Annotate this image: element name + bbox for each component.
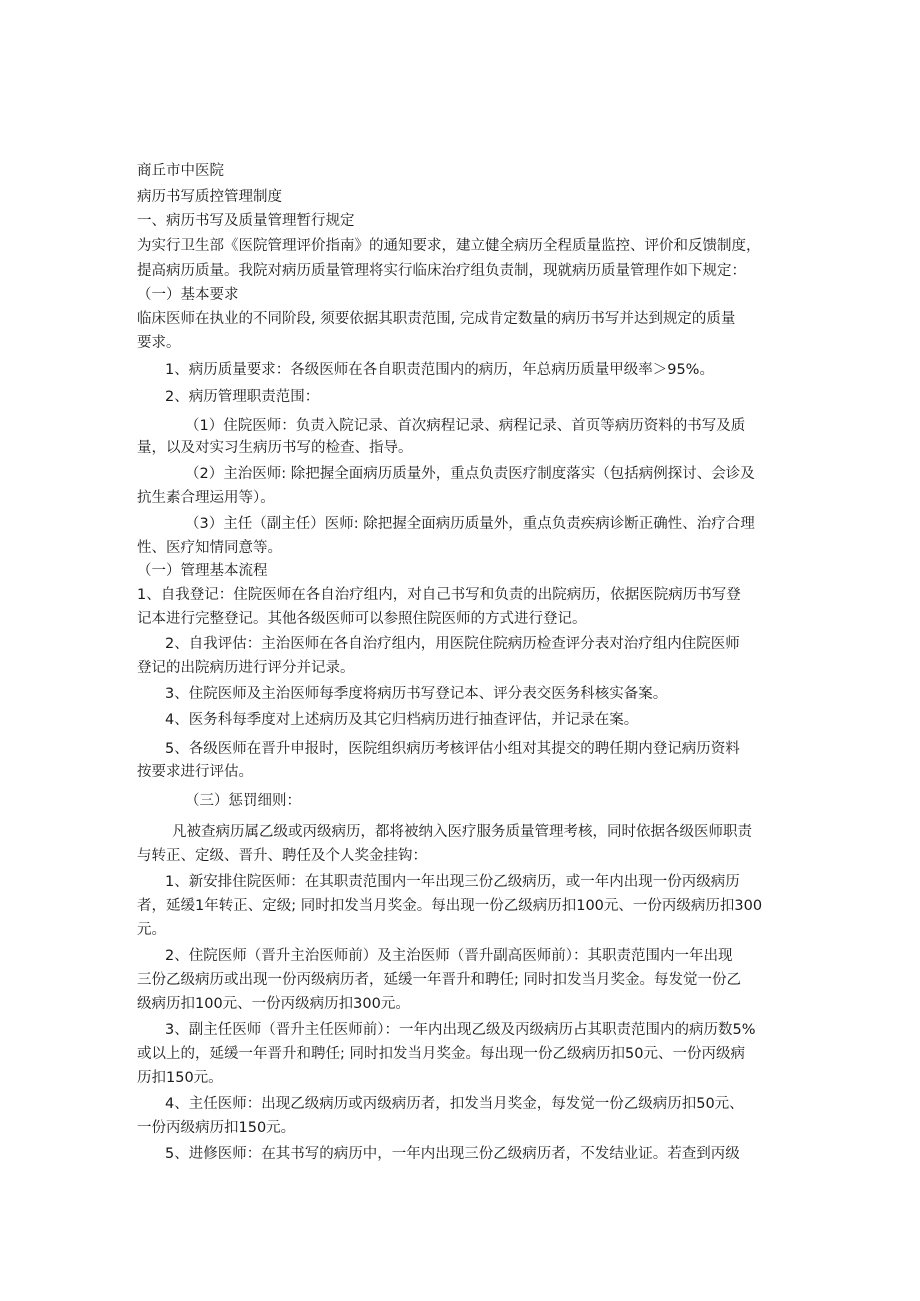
list-item: 3、副主任医师（晋升主任医师前）：一年内出现乙级及丙级病历占其职责范围内的病历数5% xyxy=(165,1022,756,1038)
paragraph-line: 临床医师在执业的不同阶段, 须要依据其职责范围, 完成肯定数量的病历书写并达到规定的质量 xyxy=(137,311,736,327)
list-item: （2）主治医师: 除把握全面病历质量外，重点负责医疗制度落实（包括病例探讨、会诊及 xyxy=(185,466,755,482)
paragraph-line: 抗生素合理运用等）。 xyxy=(137,490,275,506)
section-heading: 一、病历书写及质量管理暂行规定 xyxy=(137,213,355,229)
paragraph-line: 者，延缓1年转正、定级; 同时扣发当月奖金。每出现一份乙级病历扣100元、一份丙级病历扣300 xyxy=(137,898,763,914)
intro-line: 提高病历质量。我院对病历质量管理将实行临床治疗组负责制，现就病历质量管理作如下规定： xyxy=(137,263,746,279)
subsection-heading: （三）惩罚细则： xyxy=(185,793,301,809)
paragraph-line: 历扣150元。 xyxy=(137,1070,223,1086)
list-item: 2、自我评估：主治医师在各自治疗组内，用医院住院病历检查评分表对治疗组内住院医师 xyxy=(165,636,740,652)
list-item: 3、住院医师及主治医师每季度将病历书写登记本、评分表交医务科核实备案。 xyxy=(165,686,668,702)
paragraph-line: 要求。 xyxy=(137,335,181,351)
subsection-heading: （一）基本要求 xyxy=(137,287,239,303)
list-item: 5、各级医师在晋升申报时，医院组织病历考核评估小组对其提交的聘任期内登记病历资料 xyxy=(165,741,740,757)
paragraph-line: 登记的出院病历进行评分并记录。 xyxy=(137,660,355,676)
list-item: 2、病历管理职责范围： xyxy=(165,389,320,405)
paragraph-line: 量，以及对实习生病历书写的检查、指导。 xyxy=(137,440,413,456)
list-item: 4、主任医师：出现乙级病历或丙级病历者，扣发当月奖金，每发觉一份乙级病历扣50元、 xyxy=(165,1096,744,1112)
list-item: 4、医务科每季度对上述病历及其它归档病历进行抽查评估，并记录在案。 xyxy=(165,712,639,728)
paragraph-line: 性、医疗知情同意等。 xyxy=(137,540,282,556)
paragraph-line: 记本进行完整登记。其他各级医师可以参照住院医师的方式进行登记。 xyxy=(137,611,587,627)
paragraph-line: 级病历扣100元、一份丙级病历扣300元。 xyxy=(137,996,410,1012)
intro-line: 为实行卫生部《医院管理评价指南》的通知要求，建立健全病历全程质量监控、评价和反馈制度， xyxy=(137,238,761,254)
paragraph-line: 一份丙级病历扣150元。 xyxy=(137,1120,296,1136)
list-item: 1、新安排住院医师：在其职责范围内一年出现三份乙级病历，或一年内出现一份丙级病历 xyxy=(165,874,740,890)
paragraph-line: 按要求进行评估。 xyxy=(137,764,253,780)
subsection-heading: （一）管理基本流程 xyxy=(137,563,268,579)
list-item: 5、进修医师：在其书写的病历中，一年内出现三份乙级病历者，不发结业证。若查到丙级 xyxy=(165,1146,740,1162)
hospital-name: 商丘市中医院 xyxy=(137,163,224,179)
list-item: 1、自我登记：住院医师在各自治疗组内，对自己书写和负责的出院病历，依据医院病历书写登 xyxy=(137,587,741,603)
paragraph-line: 三份乙级病历或出现一份丙级病历者，延缓一年晋升和聘任; 同时扣发当月奖金。每发觉一份乙 xyxy=(137,972,741,988)
list-item: 2、住院医师（晋升主治医师前）及主治医师（晋升副高医师前）：其职责范围内一年出现 xyxy=(165,948,733,964)
list-item: （3）主任（副主任）医师: 除把握全面病历质量外，重点负责疾病诊断正确性、治疗合理 xyxy=(185,516,755,532)
paragraph-line: 与转正、定级、晋升、聘任及个人奖金挂钩： xyxy=(137,848,427,864)
paragraph-line: 元。 xyxy=(137,922,166,938)
list-item: 1、病历质量要求：各级医师在各自职责范围内的病历，年总病历质量甲级率＞95%。 xyxy=(165,362,714,378)
paragraph-line: 或以上的，延缓一年晋升和聘任; 同时扣发当月奖金。每出现一份乙级病历扣50元、一份丙级病 xyxy=(137,1046,745,1062)
list-item: （1）住院医师：负责入院记录、首次病程记录、病程记录、首页等病历资料的书写及质 xyxy=(185,418,746,434)
document-title: 病历书写质控管理制度 xyxy=(137,189,282,205)
paragraph-line: 凡被查病历属乙级或丙级病历，都将被纳入医疗服务质量管理考核，同时依据各级医师职责 xyxy=(172,824,752,840)
